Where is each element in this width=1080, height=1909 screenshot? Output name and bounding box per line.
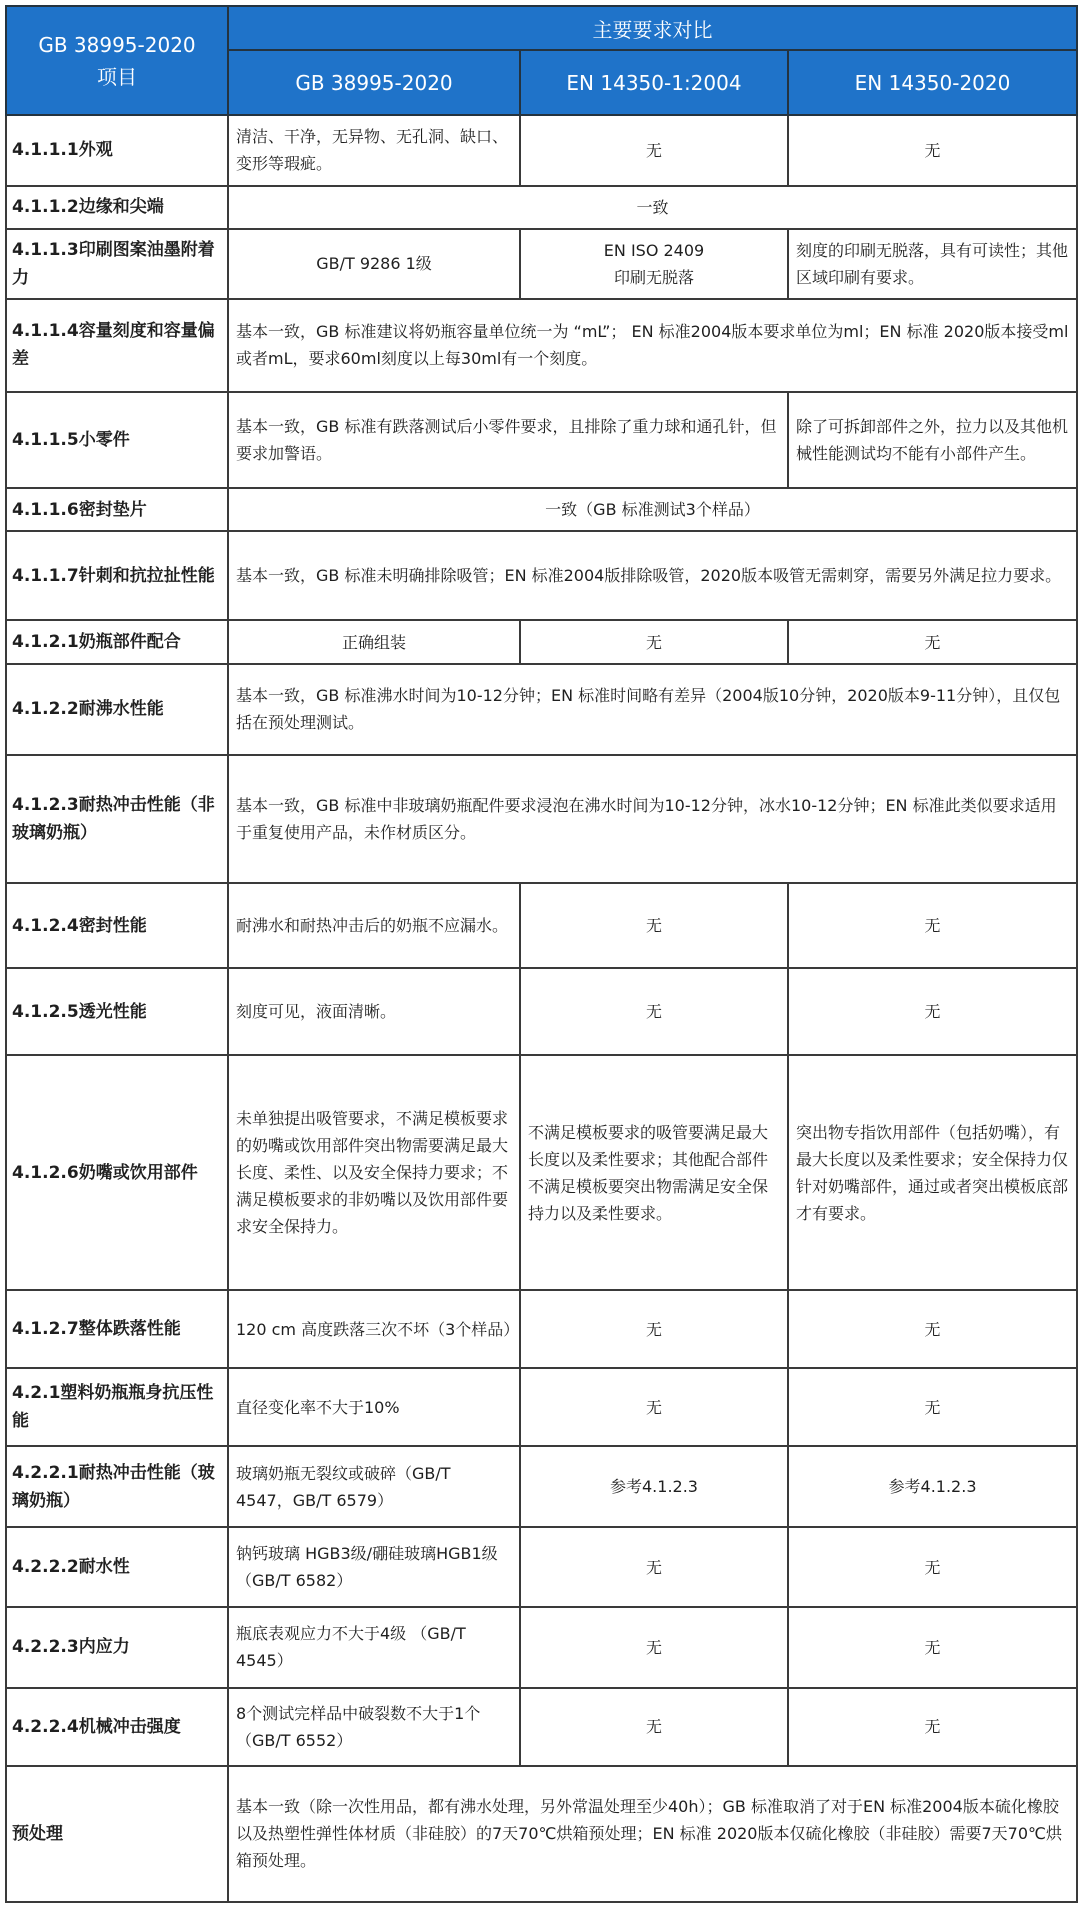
en2020-cell: 无 <box>788 1290 1077 1368</box>
item-cell: 预处理 <box>6 1766 228 1902</box>
gb-cell: 玻璃奶瓶无裂纹或破碎（GB/T 4547，GB/T 6579） <box>228 1446 520 1526</box>
table-row <box>6 755 1077 883</box>
merged-cell: 一致 <box>228 186 1077 229</box>
en2020-column-header: EN 14350-2020 <box>788 50 1077 115</box>
table-row <box>6 299 1077 392</box>
table-row <box>6 883 1077 968</box>
merged-cell: 基本一致，GB 标准中非玻璃奶瓶配件要求浸泡在沸水时间为10-12分钟，冰水10-12分钟；EN 标准此类似要求适用于重复使用产品，未作材质区分。 <box>228 755 1077 883</box>
item-cell: 4.2.2.1耐热冲击性能（玻璃奶瓶） <box>6 1446 228 1526</box>
gb-cell: 8个测试完样品中破裂数不大于1个 （GB/T 6552） <box>228 1688 520 1766</box>
item-cell: 4.1.1.2边缘和尖端 <box>6 186 228 229</box>
item-cell: 4.1.2.4密封性能 <box>6 883 228 968</box>
table-row <box>6 531 1077 620</box>
gb-cell: 直径变化率不大于10% <box>228 1368 520 1446</box>
table-row <box>6 115 1077 186</box>
en2004-column-header: EN 14350-1:2004 <box>520 50 788 115</box>
gb-cell: GB/T 9286 1级 <box>228 229 520 299</box>
item-cell: 4.1.1.6密封垫片 <box>6 488 228 531</box>
header-row-1 <box>6 6 1077 50</box>
gb-cell: 正确组装 <box>228 620 520 663</box>
en2020-cell: 突出物专指饮用部件（包括奶嘴），有最大长度以及柔性要求；安全保持力仅针对奶嘴部件，通过或者突出模板底部才有要求。 <box>788 1055 1077 1290</box>
gb-cell: 钠钙玻璃 HGB3级/硼硅玻璃HGB1级 （GB/T 6582） <box>228 1527 520 1607</box>
item-column-header <box>6 6 228 115</box>
en2004-cell: 无 <box>520 1607 788 1687</box>
table-row <box>6 1055 1077 1290</box>
item-cell: 4.1.1.4容量刻度和容量偏差 <box>6 299 228 392</box>
item-cell: 4.1.2.2耐沸水性能 <box>6 664 228 755</box>
gb-cell: 耐沸水和耐热冲击后的奶瓶不应漏水。 <box>228 883 520 968</box>
corner-standard-label: GB 38995-2020 <box>38 32 196 57</box>
table-row <box>6 186 1077 229</box>
en2004-cell: 无 <box>520 968 788 1055</box>
en2004-cell: 无 <box>520 620 788 663</box>
en2020-cell: 无 <box>788 1688 1077 1766</box>
en2020-cell: 无 <box>788 1607 1077 1687</box>
table-row <box>6 392 1077 488</box>
merged-cell: 一致（GB 标准测试3个样品） <box>228 488 1077 531</box>
table-row <box>6 968 1077 1055</box>
merged-cell: 基本一致，GB 标准未明确排除吸管；EN 标准2004版排除吸管，2020版本吸管无需刺穿，需要另外满足拉力要求。 <box>228 531 1077 620</box>
item-cell: 4.1.1.5小零件 <box>6 392 228 488</box>
en2020-cell: 无 <box>788 968 1077 1055</box>
gb-column-header: GB 38995-2020 <box>228 50 520 115</box>
table-row <box>6 620 1077 663</box>
item-cell: 4.1.1.3印刷图案油墨附着力 <box>6 229 228 299</box>
en2004-cell: 无 <box>520 1527 788 1607</box>
table-row <box>6 1446 1077 1526</box>
table-row <box>6 1766 1077 1902</box>
en2020-cell: 无 <box>788 620 1077 663</box>
en2020-cell: 无 <box>788 115 1077 186</box>
corner-item-label: 项目 <box>97 64 137 89</box>
item-cell: 4.1.2.3耐热冲击性能（非玻璃奶瓶） <box>6 755 228 883</box>
en2004-cell: 无 <box>520 1688 788 1766</box>
en2004-cell: 不满足模板要求的吸管要满足最大长度以及柔性要求；其他配合部件不满足模板要突出物需满足安全保持力以及柔性要求。 <box>520 1055 788 1290</box>
table-row <box>6 1607 1077 1687</box>
merged-cell: 基本一致，GB 标准沸水时间为10-12分钟；EN 标准时间略有差异（2004版10分钟，2020版本9-11分钟），且仅包括在预处理测试。 <box>228 664 1077 755</box>
item-cell: 4.1.2.1奶瓶部件配合 <box>6 620 228 663</box>
item-cell: 4.1.2.7整体跌落性能 <box>6 1290 228 1368</box>
item-cell: 4.1.1.7针刺和抗拉扯性能 <box>6 531 228 620</box>
comparison-group-header: 主要要求对比 <box>228 6 1077 50</box>
en2004-cell <box>520 229 788 299</box>
en2004-cell-line2: 印刷无脱落 <box>613 267 694 287</box>
en2020-cell: 无 <box>788 883 1077 968</box>
comparison-table <box>5 5 1078 1903</box>
table-row <box>6 1290 1077 1368</box>
table-row <box>6 1527 1077 1607</box>
en2020-cell: 参考4.1.2.3 <box>788 1446 1077 1526</box>
gb-cell: 120 cm 高度跌落三次不坏（3个样品） <box>228 1290 520 1368</box>
item-cell: 4.1.1.1外观 <box>6 115 228 186</box>
table-row <box>6 229 1077 299</box>
en2004-cell: 无 <box>520 115 788 186</box>
table-row <box>6 488 1077 531</box>
merged-cell: 基本一致（除一次性用品，都有沸水处理，另外常温处理至少40h）；GB 标准取消了对于EN 标准2004版本硫化橡胶以及热塑性弹性体材质（非硅胶）的7天70℃烘箱预处理；EN 标准 2020版本仅硫化橡胶（非硅胶）需要7天70℃烘箱预处理。 <box>228 1766 1077 1902</box>
en2004-cell: 无 <box>520 1368 788 1446</box>
en2004-cell-line1: EN ISO 2409 <box>603 240 705 260</box>
merged-cell: 基本一致，GB 标准建议将奶瓶容量单位统一为 “mL”； EN 标准2004版本要求单位为ml；EN 标准 2020版本接受ml或者mL，要求60ml刻度以上每30ml有一个刻度。 <box>228 299 1077 392</box>
item-cell: 4.2.2.2耐水性 <box>6 1527 228 1607</box>
table-row <box>6 1368 1077 1446</box>
gb-cell: 瓶底表观应力不大于4级 （GB/T 4545） <box>228 1607 520 1687</box>
en2020-cell: 除了可拆卸部件之外，拉力以及其他机械性能测试均不能有小部件产生。 <box>788 392 1077 488</box>
en2004-cell: 无 <box>520 1290 788 1368</box>
table-row <box>6 1688 1077 1766</box>
item-cell: 4.1.2.5透光性能 <box>6 968 228 1055</box>
gb-cell: 未单独提出吸管要求，不满足模板要求的奶嘴或饮用部件突出物需要满足最大长度、柔性、以及安全保持力要求；不满足模板要求的非奶嘴以及饮用部件要求安全保持力。 <box>228 1055 520 1290</box>
en2020-cell: 无 <box>788 1527 1077 1607</box>
item-cell: 4.2.2.3内应力 <box>6 1607 228 1687</box>
en2020-cell: 无 <box>788 1368 1077 1446</box>
item-cell: 4.2.1塑料奶瓶瓶身抗压性能 <box>6 1368 228 1446</box>
item-cell: 4.2.2.4机械冲击强度 <box>6 1688 228 1766</box>
gb-en2004-cell: 基本一致，GB 标准有跌落测试后小零件要求，且排除了重力球和通孔针，但要求加警语。 <box>228 392 788 488</box>
item-cell: 4.1.2.6奶嘴或饮用部件 <box>6 1055 228 1290</box>
en2020-cell: 刻度的印刷无脱落，具有可读性；其他区域印刷有要求。 <box>788 229 1077 299</box>
en2004-cell: 参考4.1.2.3 <box>520 1446 788 1526</box>
en2004-cell: 无 <box>520 883 788 968</box>
table-row <box>6 664 1077 755</box>
gb-cell: 刻度可见，液面清晰。 <box>228 968 520 1055</box>
gb-cell: 清洁、干净，无异物、无孔洞、缺口、变形等瑕疵。 <box>228 115 520 186</box>
